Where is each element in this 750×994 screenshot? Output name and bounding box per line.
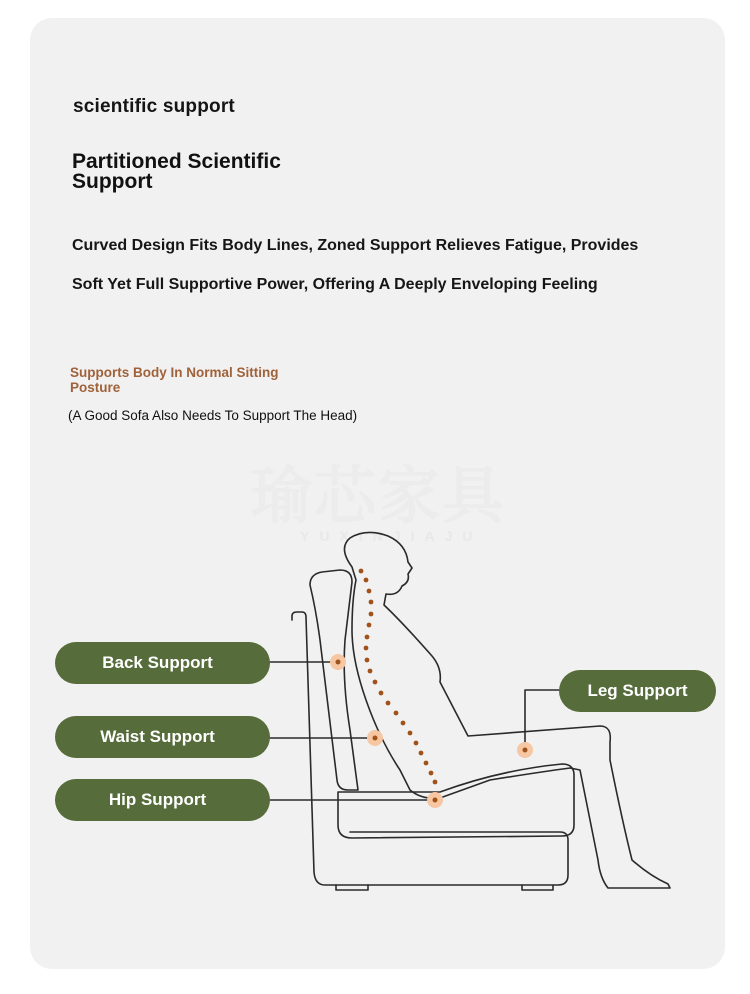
marker-waist <box>367 730 383 746</box>
back-support-label: Back Support <box>55 642 270 684</box>
sofa-back-cushion <box>310 570 358 790</box>
posture-heading: Supports Body In Normal Sitting Posture <box>70 365 279 395</box>
marker-hip <box>427 792 443 808</box>
brand-watermark-sub: YUXINJIAJU <box>300 528 483 544</box>
section-title: Partitioned Scientific Support <box>72 150 281 193</box>
eyebrow-text: scientific support <box>73 96 235 117</box>
marker-leg <box>517 742 533 758</box>
brand-watermark: 瑜芯家具 <box>249 462 506 531</box>
leg-support-label: Leg Support <box>559 670 716 712</box>
hip-support-label: Hip Support <box>55 779 270 821</box>
spine-dots <box>359 569 438 785</box>
posture-note: (A Good Sofa Also Needs To Support The Head) <box>68 408 358 423</box>
leader-leg <box>525 690 559 750</box>
marker-back <box>330 654 346 670</box>
sofa-seat-cushion <box>338 764 574 838</box>
description-text: Curved Design Fits Body Lines, Zoned Support Relieves Fatigue, Provides Soft Yet Full Supportive Power, Offering A Deeply Enveloping Feeling <box>72 237 639 293</box>
waist-support-label: Waist Support <box>55 716 270 758</box>
